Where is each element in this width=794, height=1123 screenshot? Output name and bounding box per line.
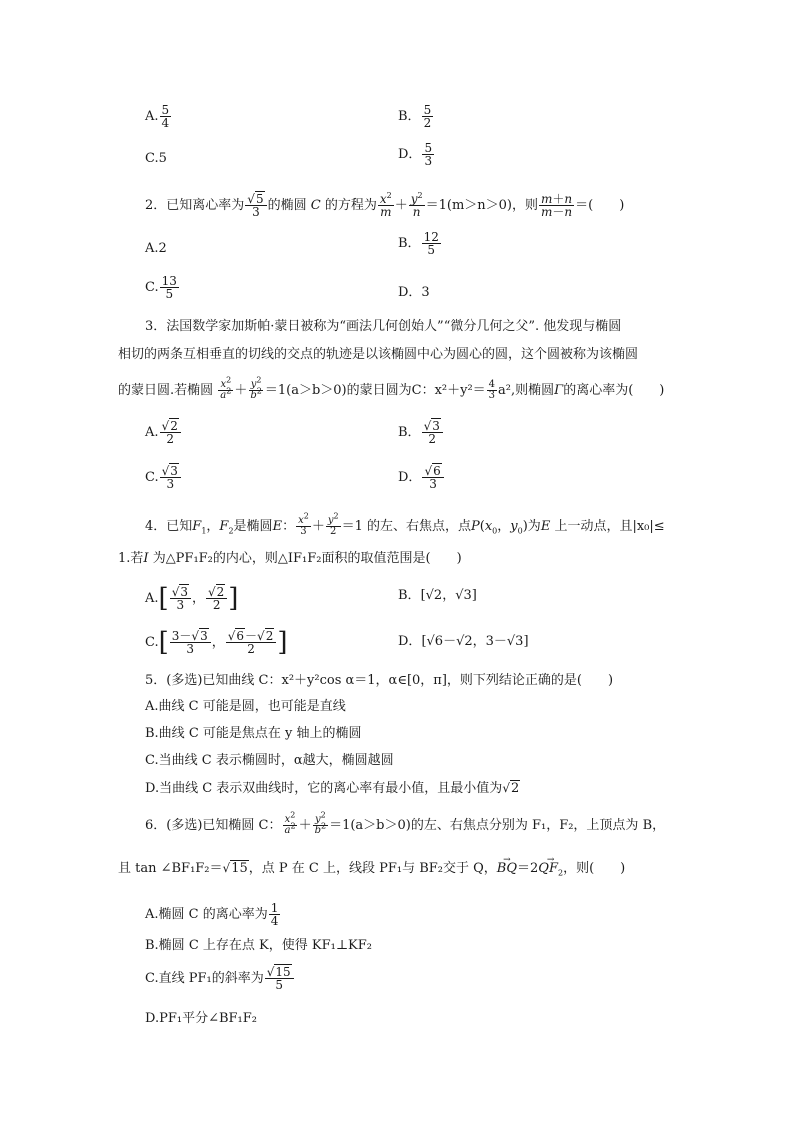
q4-option-d: D．[√6－√2，3－√3] xyxy=(398,634,529,649)
q3-option-b: B． $\frac{√3}{2}$ xyxy=(398,420,444,445)
q3-option-a: A. $\frac{√2}{2}$ xyxy=(145,420,182,445)
q3-line-2: 相切的两条互相垂直的切线的交点的轨迹是以该椭圆中心为圆心的圆，这个圆被称为该椭圆 xyxy=(118,347,639,362)
q3-line-1: 3．法国数学家加斯帕·蒙日被称为“画法几何创始人”“微分几何之父”. 他发现与椭圆 xyxy=(145,319,622,334)
q1-option-c: C.5 xyxy=(145,151,167,166)
q5-option-d: D.当曲线 C 表示双曲线时，它的离心率有最小值，且最小值为√2 xyxy=(145,781,520,796)
q6-option-b: B.椭圆 C 上存在点 K，使得 KF₁⊥KF₂ xyxy=(145,938,372,953)
q6-option-a: A.椭圆 C 的离心率为 $\frac{1}{4}$ xyxy=(145,901,279,928)
q5-stem: 5．(多选)已知曲线 C：x²＋y²cos α＝1，α∈[0，π]，则下列结论正确的是( ) xyxy=(145,673,614,688)
q2-option-b: B． $\frac{12}{5}$ xyxy=(398,230,439,257)
q4-option-a: A.[ $\frac{√3}{3}$ ， $\frac{√2}{2}$ ] xyxy=(145,583,239,614)
q5-option-b: B.曲线 C 可能是焦点在 y 轴上的椭圆 xyxy=(145,726,362,741)
q6-stem-line-1: 6．(多选)已知椭圆 C： $\frac{x^2}{a^2}$ ＋ $\frac{y^2}{b^2}$ ＝1(a＞b＞0)的左、右焦点分别为 F₁，F₂，上顶点为 B， xyxy=(145,810,666,836)
q5-option-a: A.曲线 C 可能是圆，也可能是直线 xyxy=(145,699,346,714)
q5-option-c: C.当曲线 C 表示椭圆时，α越大，椭圆越圆 xyxy=(145,753,394,768)
q6-option-d: D.PF₁平分∠BF₁F₂ xyxy=(145,1011,257,1026)
q4-option-c: C.[ $\frac{3-√3}{3}$ ， $\frac{√6-√2}{2}$ ] xyxy=(145,627,288,658)
q4-option-b: B．[√2，√3] xyxy=(398,588,477,603)
q6-option-c: C.直线 PF₁的斜率为 $\frac{√15}{5}$ xyxy=(145,966,295,991)
q2-option-a: A.2 xyxy=(145,241,167,256)
q1-option-b: B． $\frac{5}{2}$ xyxy=(398,103,432,130)
q4-line-1: 4．已知$F_1$，$F_2$是椭圆E： $\frac{x^2}{3}$ ＋ $\frac{y^2}{2}$ ＝1 的左、右焦点，点$P(x_0$，$y_0$)为E 上一动点，且|x₀|≤ xyxy=(145,511,665,537)
q2-stem: 2．已知离心率为 $\frac{√5}{3}$ 的椭圆 C 的方程为 $\frac{x^2}{m}$ ＋ $\frac{y^2}{n}$ ＝1(m＞n＞0)，则 $\frac{m+n}{m-n}$ ＝( ) xyxy=(145,191,625,219)
q1-option-d: D． $\frac{5}{3}$ xyxy=(398,141,433,168)
q1-option-a: A. $\frac{5}{4}$ xyxy=(145,103,170,130)
q2-option-c: C. $\frac{13}{5}$ xyxy=(145,274,177,301)
q3-option-d: D． $\frac{√6}{3}$ xyxy=(398,465,445,490)
q3-option-c: C. $\frac{√3}{3}$ xyxy=(145,465,182,490)
q3-line-3: 的蒙日圆.若椭圆 $\frac{x^2}{a^2}$ ＋ $\frac{y^2}{b^2}$ ＝1(a＞b＞0)的蒙日圆为C：x²＋y²＝ $\frac{4}{3}$ a²,则椭圆Γ的离心率为( ) xyxy=(118,375,665,401)
q6-stem-line-2: 且 tan ∠BF₁F₂＝√15，点 P 在 C 上，线段 PF₁与 BF₂交于 Q，→ $BQ=2\to QF_2$，则( ) xyxy=(118,859,625,878)
q2-option-d: D．3 xyxy=(398,285,430,300)
q4-line-2: 1.若I 为△PF₁F₂的内心，则△IF₁F₂面积的取值范围是( ) xyxy=(118,551,462,566)
